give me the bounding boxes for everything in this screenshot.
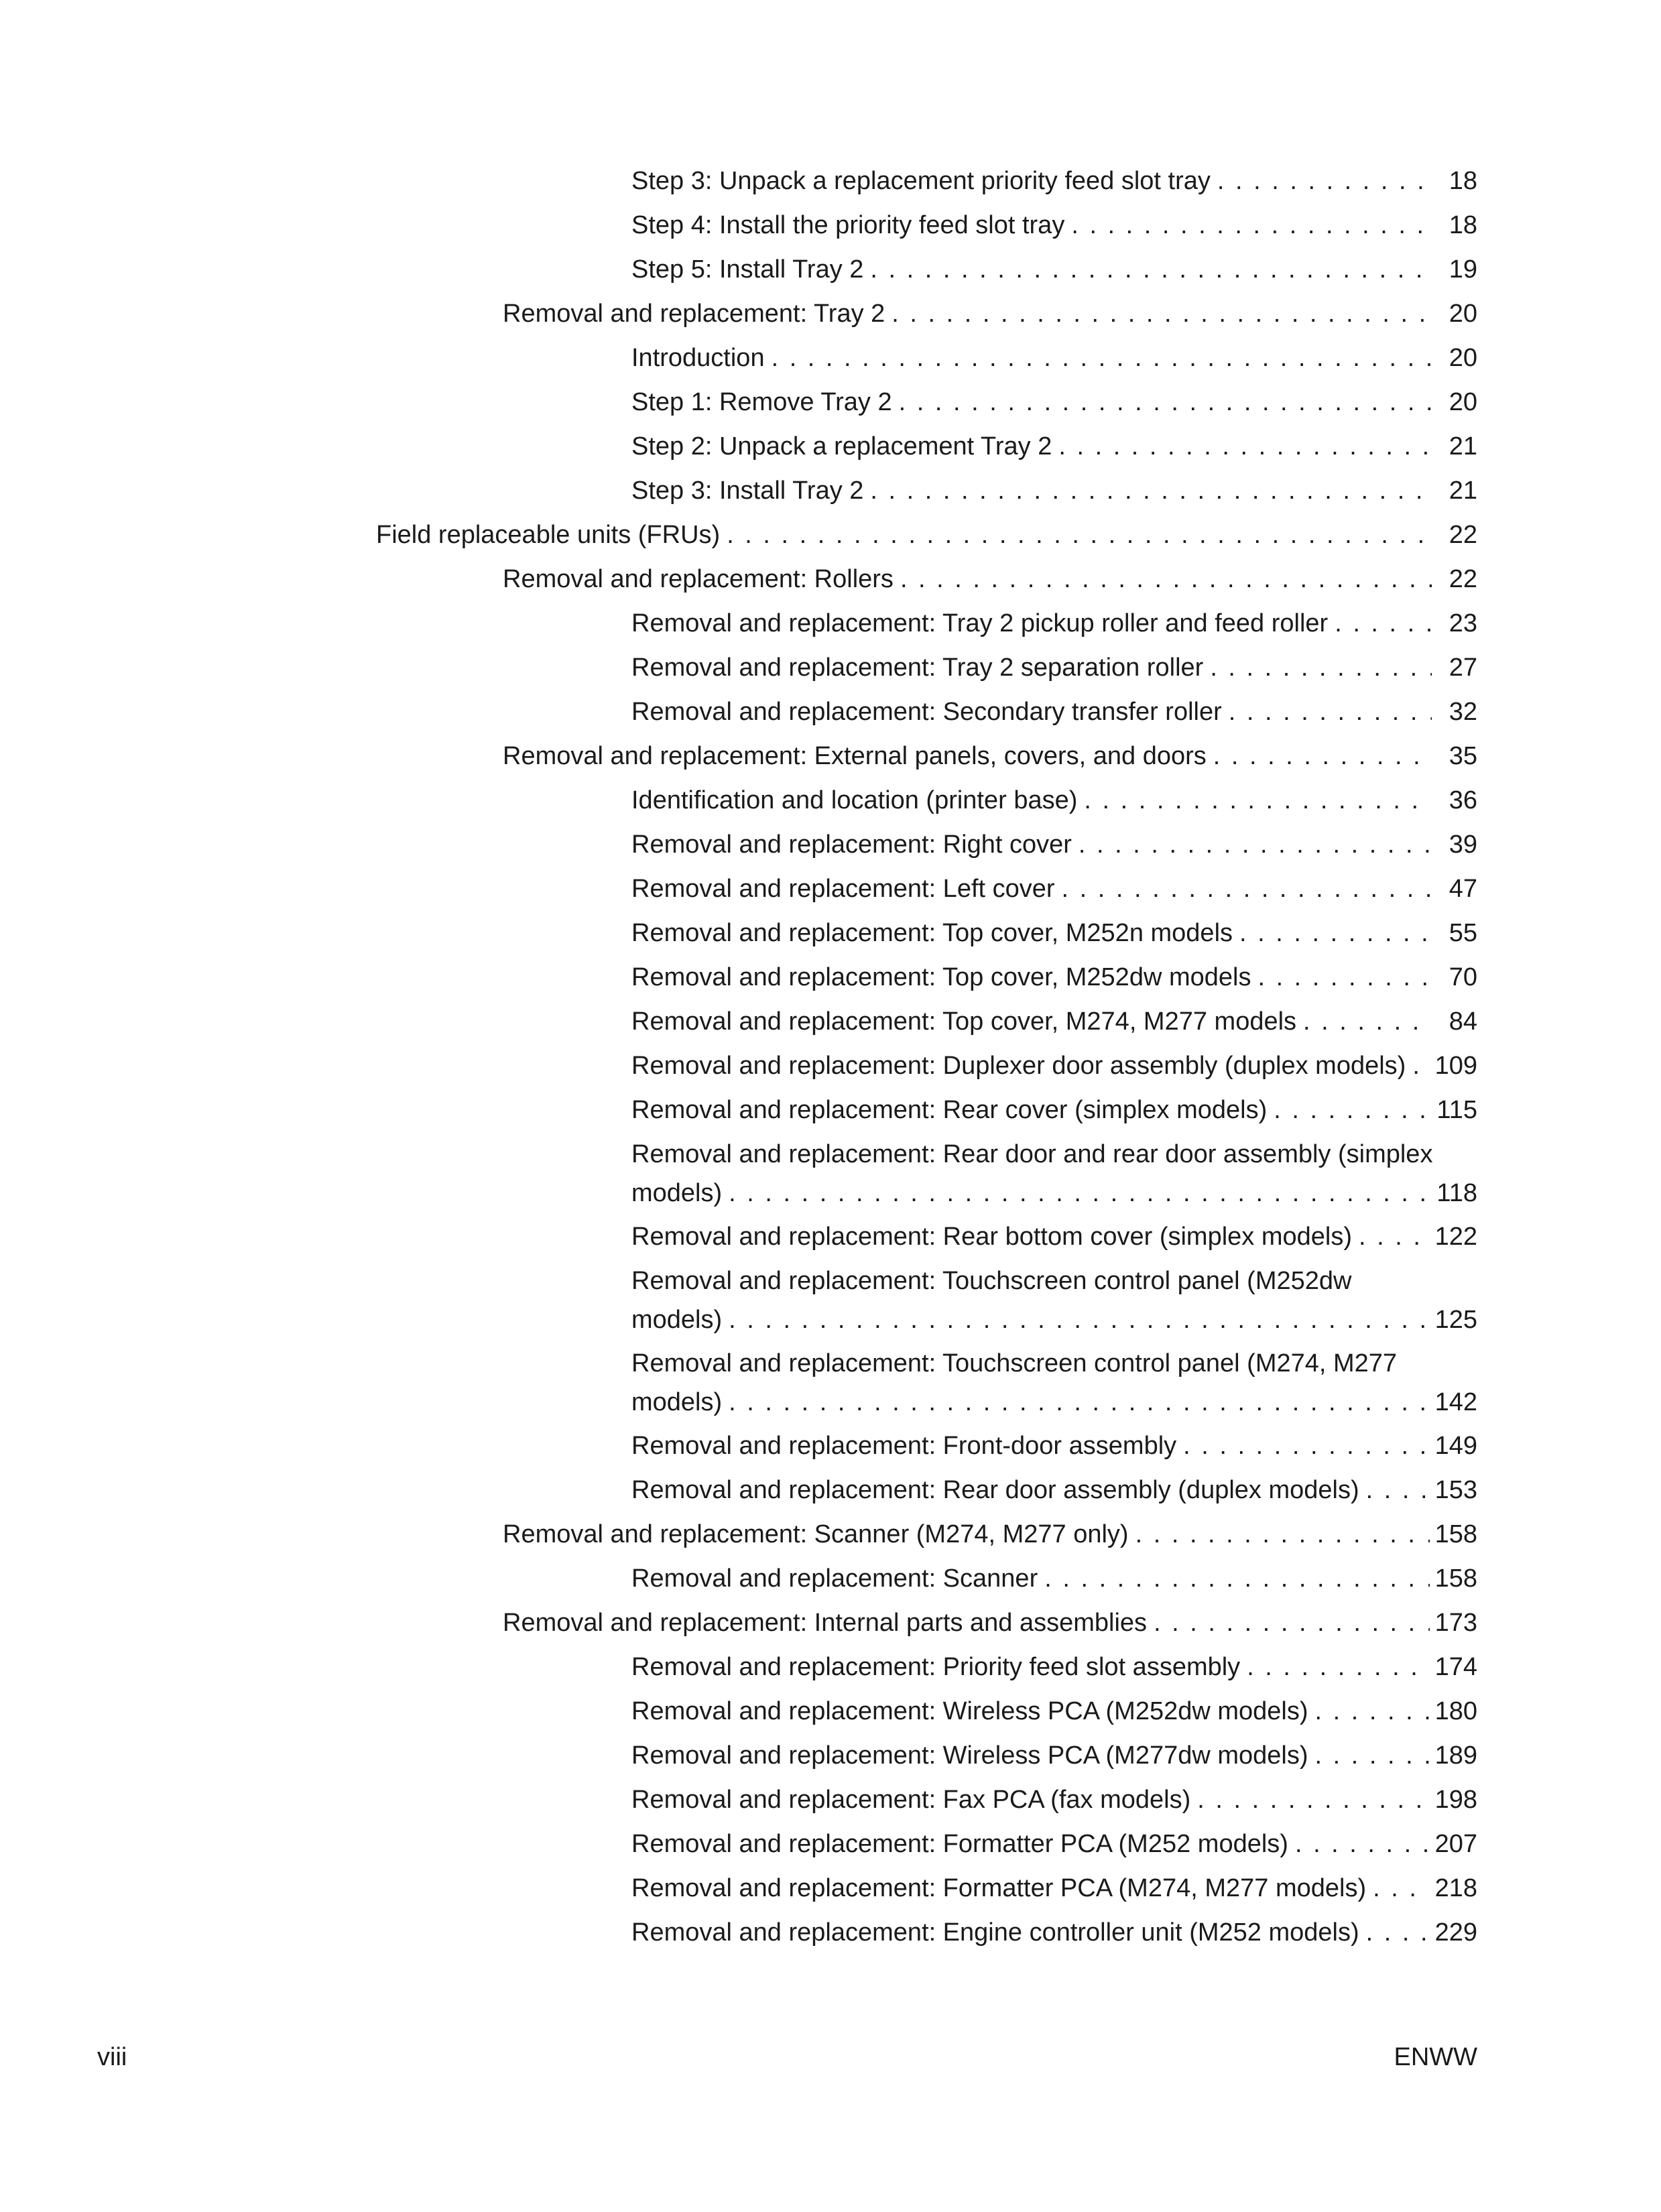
toc-entry[interactable]	[631, 1913, 1477, 1952]
dot-leader	[1135, 1515, 1430, 1554]
toc-entry[interactable]	[631, 1471, 1477, 1510]
toc-entry-page: 109	[1434, 1052, 1477, 1080]
toc-entry-page: 207	[1434, 1830, 1477, 1858]
toc-entry-title: Removal and replacement: Duplexer door assembly (duplex models)	[631, 1052, 1406, 1080]
toc-entry-title: Introduction	[631, 344, 765, 372]
dot-leader	[870, 471, 1432, 510]
toc-entry-title: Step 5: Install Tray 2	[631, 255, 864, 284]
toc-entry-title: Removal and replacement: Formatter PCA (M274, M277 models)	[631, 1874, 1367, 1902]
toc-entry[interactable]	[631, 162, 1477, 200]
dot-leader	[1058, 427, 1432, 466]
dot-leader	[1412, 1046, 1429, 1085]
toc-entry-page: 18	[1449, 167, 1477, 195]
dot-leader	[1183, 1426, 1429, 1465]
toc-entry-page: 22	[1449, 521, 1477, 549]
dot-leader	[1359, 1217, 1430, 1256]
dot-leader	[1217, 162, 1432, 200]
toc-entry-page: 189	[1434, 1741, 1477, 1770]
toc-entry-page: 21	[1449, 432, 1477, 460]
toc-entry[interactable]	[631, 958, 1477, 997]
toc-entry[interactable]	[503, 560, 1477, 599]
toc-entry-page: 21	[1449, 477, 1477, 505]
toc-entry[interactable]	[631, 1559, 1477, 1598]
dot-leader	[1239, 914, 1432, 953]
toc-entry[interactable]	[631, 692, 1477, 731]
toc-entry-title: Removal and replacement: Top cover, M252dw models	[631, 963, 1251, 991]
toc-entry-page: 47	[1449, 875, 1477, 903]
toc-entry-page: 19	[1449, 255, 1477, 284]
dot-leader	[1257, 958, 1432, 997]
toc-entry-page: 153	[1434, 1476, 1477, 1504]
toc-entry-title: Removal and replacement: Rear cover (simplex models)	[631, 1096, 1268, 1124]
toc-entry[interactable]	[631, 1046, 1477, 1085]
toc-entry-page: 18	[1449, 211, 1477, 239]
dot-leader	[1303, 1002, 1432, 1041]
dot-leader	[1247, 1648, 1429, 1686]
toc-entry-page: 115	[1436, 1096, 1477, 1124]
toc-entry-title: Removal and replacement: Touchscreen control panel (M252dw	[631, 1267, 1352, 1295]
toc-entry[interactable]	[503, 294, 1477, 333]
toc-entry-title: Removal and replacement: Fax PCA (fax models)	[631, 1786, 1191, 1814]
toc-entry-title: Step 2: Unpack a replacement Tray 2	[631, 432, 1052, 460]
toc-entry[interactable]	[631, 339, 1477, 377]
toc-entry[interactable]	[631, 427, 1477, 466]
toc-entry-page: 84	[1449, 1007, 1477, 1036]
toc-entry[interactable]	[503, 1515, 1477, 1554]
dot-leader	[1197, 1780, 1429, 1819]
toc-entry-title: Removal and replacement: Formatter PCA (M252 models)	[631, 1830, 1288, 1858]
toc-entry-title: Removal and replacement: Secondary transfer roller	[631, 698, 1222, 726]
toc-entry-page: 174	[1434, 1653, 1477, 1681]
dot-leader	[1044, 1559, 1429, 1598]
toc-entry[interactable]	[631, 781, 1477, 820]
toc-entry-title: Removal and replacement: External panels, covers, and doors	[503, 742, 1207, 770]
toc-entry-title: Removal and replacement: Touchscreen control panel (M274, M277	[631, 1349, 1398, 1377]
dot-leader	[899, 383, 1432, 422]
dot-leader	[1213, 737, 1432, 776]
toc-entry-title: Removal and replacement: Engine controller unit (M252 models)	[631, 1918, 1359, 1947]
dot-leader	[1229, 692, 1432, 731]
footer-page-number: viii	[97, 2043, 127, 2071]
dot-leader	[772, 339, 1432, 377]
toc-entry-page: 158	[1434, 1564, 1477, 1593]
dot-leader	[1154, 1603, 1430, 1642]
toc-entry[interactable]	[631, 1692, 1477, 1731]
toc-entry-title: Step 3: Install Tray 2	[631, 477, 864, 505]
toc-entry-title-continued: models)	[631, 1306, 723, 1334]
toc-entry-title: Removal and replacement: Internal parts and assemblies	[503, 1609, 1148, 1637]
toc-entry-title: Removal and replacement: Rear door assembly (duplex models)	[631, 1476, 1359, 1504]
toc-entry[interactable]	[631, 1426, 1477, 1465]
toc-entry-page: 23	[1449, 609, 1477, 637]
toc-entry[interactable]	[631, 1262, 1477, 1339]
toc-entry[interactable]	[503, 1603, 1477, 1642]
toc-entry-title: Removal and replacement: Tray 2 pickup roller and feed roller	[631, 609, 1329, 637]
toc-entry-page: 218	[1434, 1874, 1477, 1902]
dot-leader	[1295, 1825, 1430, 1863]
toc-entry-title: Removal and replacement: Front-door assembly	[631, 1432, 1177, 1460]
toc-entry-title: Step 1: Remove Tray 2	[631, 388, 892, 416]
dot-leader	[729, 1300, 1429, 1339]
toc-entry-page: 125	[1434, 1306, 1477, 1334]
toc-entry-page: 35	[1449, 742, 1477, 770]
dot-leader	[1210, 648, 1432, 687]
toc-entry-title: Removal and replacement: Priority feed slot assembly	[631, 1653, 1241, 1681]
toc-entry[interactable]	[631, 869, 1477, 908]
toc-entry-title-continued: models)	[631, 1388, 723, 1416]
toc-entry-page: 55	[1449, 919, 1477, 947]
dot-leader	[1366, 1471, 1430, 1510]
toc-entry-page: 149	[1434, 1432, 1477, 1460]
toc-entry-page: 20	[1449, 388, 1477, 416]
toc-entry[interactable]	[631, 1869, 1477, 1908]
toc-entry-title: Removal and replacement: Wireless PCA (M252dw models)	[631, 1697, 1308, 1725]
toc-entry[interactable]	[631, 1736, 1477, 1775]
dot-leader	[891, 294, 1432, 333]
dot-leader	[727, 515, 1432, 554]
toc-entry-page: 118	[1436, 1179, 1477, 1207]
toc-entry-title: Removal and replacement: Top cover, M274, M277 models	[631, 1007, 1297, 1036]
dot-leader	[729, 1174, 1431, 1213]
toc-entry-page: 20	[1449, 344, 1477, 372]
toc-entry-title: Removal and replacement: Scanner	[631, 1564, 1038, 1593]
footer-doc-code: ENWW	[1394, 2043, 1477, 2071]
toc-entry-title: Removal and replacement: Rollers	[503, 565, 894, 593]
dot-leader	[1373, 1869, 1429, 1908]
toc-entry-title-continued: models)	[631, 1179, 723, 1207]
dot-leader	[1315, 1736, 1430, 1775]
toc-entry-page: 27	[1449, 654, 1477, 682]
toc-entry-title: Removal and replacement: Wireless PCA (M277dw models)	[631, 1741, 1308, 1770]
toc-entry-title: Removal and replacement: Top cover, M252n models	[631, 919, 1233, 947]
dot-leader	[1274, 1091, 1431, 1129]
toc-entry[interactable]	[631, 471, 1477, 510]
toc-entry[interactable]	[631, 250, 1477, 289]
toc-entry-page: 173	[1434, 1609, 1477, 1637]
toc-entry-page: 20	[1449, 300, 1477, 328]
toc-entry[interactable]	[631, 604, 1477, 643]
toc-entry-page: 70	[1449, 963, 1477, 991]
toc-entry[interactable]	[631, 825, 1477, 864]
toc-entry-page: 39	[1449, 831, 1477, 859]
toc-entry[interactable]	[631, 648, 1477, 687]
dot-leader	[1366, 1913, 1430, 1952]
toc-entry[interactable]	[631, 1135, 1477, 1213]
toc-entry[interactable]	[631, 206, 1477, 245]
dot-leader	[729, 1383, 1429, 1422]
dot-leader	[1335, 604, 1432, 643]
toc-entry[interactable]	[503, 737, 1477, 776]
toc-entry-title: Identification and location (printer base)	[631, 786, 1078, 814]
toc-entry[interactable]	[631, 383, 1477, 422]
dot-leader	[1062, 869, 1432, 908]
toc-entry-title: Removal and replacement: Tray 2 separation roller	[631, 654, 1204, 682]
toc-entry-page: 229	[1434, 1918, 1477, 1947]
dot-leader	[870, 250, 1432, 289]
dot-leader	[1084, 781, 1432, 820]
toc-entry-title: Step 3: Unpack a replacement priority feed slot tray	[631, 167, 1211, 195]
dot-leader	[1071, 206, 1432, 245]
toc-entry-title: Field replaceable units (FRUs)	[376, 521, 721, 549]
dot-leader	[1315, 1692, 1430, 1731]
toc-entry-page: 122	[1434, 1223, 1477, 1251]
toc-entry-page: 142	[1434, 1388, 1477, 1416]
toc-entry[interactable]	[631, 1002, 1477, 1041]
toc-entry-page: 180	[1434, 1697, 1477, 1725]
toc-entry-title: Removal and replacement: Rear door and rear door assembly (simplex	[631, 1140, 1433, 1168]
toc-entry-page: 198	[1434, 1786, 1477, 1814]
toc-entry[interactable]	[631, 1091, 1477, 1129]
dot-leader	[1079, 825, 1432, 864]
toc-entry-page: 158	[1434, 1520, 1477, 1548]
toc-entry[interactable]	[631, 1780, 1477, 1819]
toc-entry[interactable]	[376, 515, 1477, 554]
toc-entry[interactable]	[631, 1648, 1477, 1686]
toc-entry-title: Removal and replacement: Scanner (M274, M277 only)	[503, 1520, 1129, 1548]
toc-entry-title: Removal and replacement: Tray 2	[503, 300, 885, 328]
toc-entry-page: 22	[1449, 565, 1477, 593]
toc-entry-title: Removal and replacement: Rear bottom cover (simplex models)	[631, 1223, 1352, 1251]
toc-entry-title: Step 4: Install the priority feed slot tray	[631, 211, 1065, 239]
toc-entry[interactable]	[631, 914, 1477, 953]
toc-entry-title: Removal and replacement: Right cover	[631, 831, 1072, 859]
toc-entry[interactable]	[631, 1217, 1477, 1256]
toc-entry[interactable]	[631, 1825, 1477, 1863]
toc-entry-page: 36	[1449, 786, 1477, 814]
toc-entry-page: 32	[1449, 698, 1477, 726]
dot-leader	[900, 560, 1432, 599]
toc-entry-title: Removal and replacement: Left cover	[631, 875, 1055, 903]
toc-entry[interactable]	[631, 1344, 1477, 1422]
